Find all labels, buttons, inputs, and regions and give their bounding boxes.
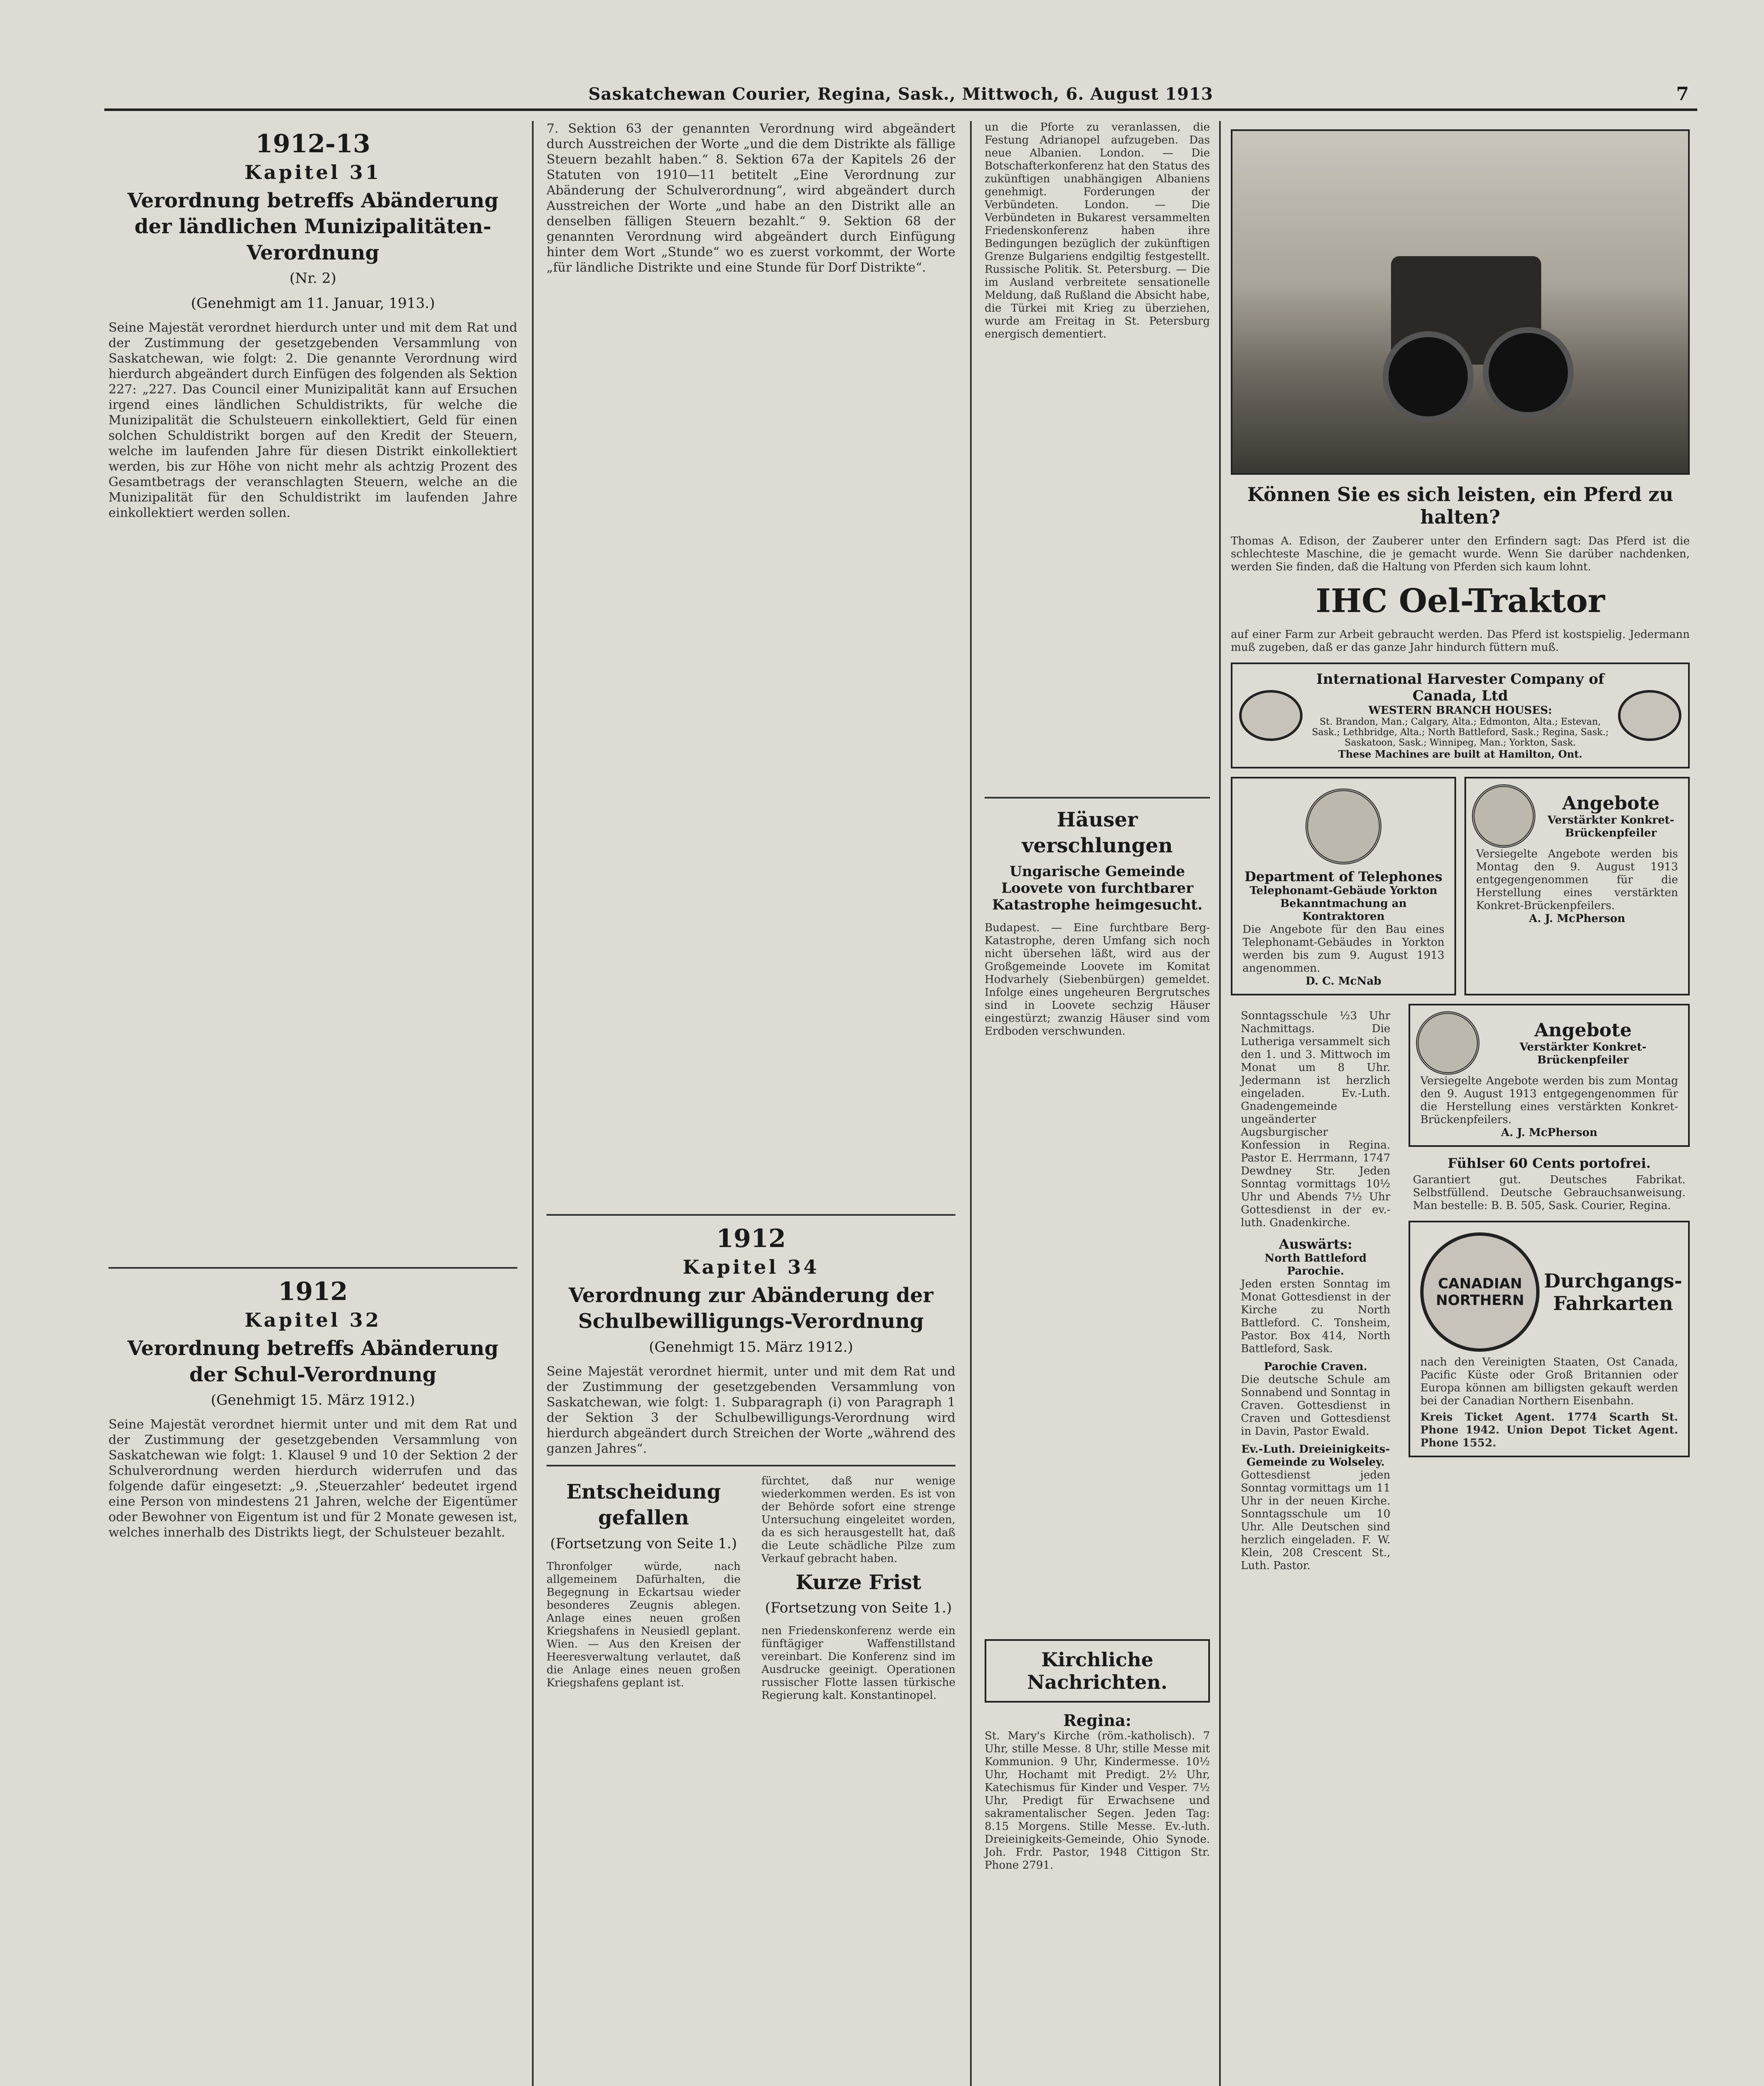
article-date: (Genehmigt 15. März 1912.)	[649, 1338, 853, 1355]
news-body: nen Friedenskonferenz werde ein fünftägiger Waffenstillstand vereinbart. Die Konferenz sind im Ausdrucke geeinigt. Operationen russischer Flotte lassen türkische Regierung kalt. Konstantinopel.	[761, 1625, 955, 1702]
notice-signature: D. C. McNab	[1305, 975, 1381, 988]
news-body: fürchtet, daß nur wenige wiederkommen werden. Es ist von der Behörde sofort eine strenge Untersuchung eingeleitet worden, da es sich herausgestellt hat, daß die Leute schädliche Pilze zum Verkauf gebracht haben.	[761, 1474, 955, 1565]
article-year: 1912	[716, 1224, 786, 1253]
pen-ad-title: Fühlser 60 Cents portofrei.	[1447, 1155, 1651, 1171]
article-year: 1912	[278, 1277, 348, 1307]
news-body: Budapest. — Eine furchtbare Berg-Katastrophe, deren Umfang sich noch nicht übersehen läßt, wird aus der Großgemeinde Loovete im Komitat Hodvarhely (Siebenbürgen) gemeldet. Infolge eines ungeheuren Bergrutsches sind in Loovete sechzig Häuser eingestürzt; zwanzig Häuser sind vom Erdboden verschwunden.	[985, 921, 1210, 1038]
company-row	[1239, 671, 1681, 760]
church-listing: Jeden ersten Sonntag im Monat Gottesdienst in der Kirche zu North Battleford. C. Tonsheim, Pastor. Box 414, North Battleford, Sask.	[1241, 1278, 1391, 1355]
article-title: Verordnung betreffs Abänderung der Schul-Verordnung	[127, 1337, 499, 1386]
divider	[547, 1465, 955, 1466]
notice-subtitle: Verstärkter Konkret-Brückenpfeiler	[1547, 814, 1674, 839]
church-city: Regina:	[1063, 1711, 1131, 1730]
column-2	[542, 121, 960, 2086]
right-ads-column	[1409, 1004, 1690, 1578]
article-title: Verordnung zur Abänderung der Schulbewilligungs-Verordnung	[568, 1284, 934, 1333]
article-number: (Nr. 2)	[289, 270, 337, 287]
news-subtitle: Ungarische Gemeinde Loovete von furchtbarer Katastrophe heimgesucht.	[992, 863, 1203, 913]
ad-text: Thomas A. Edison, der Zauberer unter den Erfindern sagt: Das Pferd ist die schlechteste Maschine, die je gemacht wurde. Wenn Sie darüber nachdenken, werden Sie finden, daß die Haltung von Pferden sich kaum lohnt.	[1231, 535, 1690, 573]
notice-heading	[1484, 1020, 1682, 1067]
ih-logo-icon	[1618, 690, 1681, 741]
news-continuation: (Fortsetzung von Seite 1.)	[765, 1600, 952, 1617]
article-date: (Genehmigt am 11. Januar, 1913.)	[191, 295, 435, 312]
notice-subtitle: Telephonamt-Gebäude Yorkton Bekanntmachung an Kontraktoren	[1250, 884, 1437, 923]
article-date: (Genehmigt 15. März 1912.)	[211, 1391, 415, 1408]
notice-signature: A. J. McPherson	[1501, 1126, 1598, 1139]
news-columns	[542, 1475, 960, 1702]
company-info	[1311, 671, 1610, 760]
column-3	[980, 121, 1214, 2086]
notice-title: Angebote	[1562, 792, 1660, 814]
news-title: Entscheidung gefallen	[566, 1480, 721, 1530]
page-header	[104, 79, 1697, 111]
article-chapter: Kapitel 34	[683, 1256, 819, 1278]
company-box	[1231, 663, 1690, 768]
notice-row	[1231, 777, 1690, 995]
bridge-notice	[1464, 777, 1690, 995]
branch-heading: WESTERN BRANCH HOUSES:	[1368, 704, 1552, 717]
article-body: Seine Majestät verordnet hiermit, unter und mit dem Rat und der Zustimmung der gesetzgebenden Versammlung von Saskatchewan, wie folgt: 1. Subparagraph (i) von Paragraph 1 der Sektion 3 der Schulbewilligungs-Verordnung wird hierdurch abgeändert durch Streichen der Worte „während des ganzen Jahres“.	[547, 1364, 955, 1456]
notice-header	[1472, 784, 1682, 848]
article-chapter: Kapitel 32	[244, 1309, 381, 1332]
news-title: Kurze Frist	[795, 1570, 922, 1594]
notice-subtitle: Verstärkter Konkret-Brückenpfeiler	[1520, 1040, 1647, 1066]
notice-signature: A. J. McPherson	[1529, 912, 1625, 925]
masthead-line: Saskatchewan Courier, Regina, Sask., Mittwoch, 6. August 1913	[588, 84, 1213, 104]
column-rule	[532, 121, 534, 2086]
news-continuation: (Fortsetzung von Seite 1.)	[550, 1535, 737, 1552]
ad-headline: Können Sie es sich leisten, ein Pferd zu halten?	[1247, 483, 1673, 528]
ih-logo-icon	[1239, 690, 1303, 741]
church-subheading: Parochie Craven.	[1264, 1360, 1368, 1373]
bridge-notice	[1409, 1004, 1690, 1147]
church-listing: Die deutsche Schule am Sonnabend und Sonntag in Craven. Gottesdienst in Craven und Gottesdienst in Davin, Pastor Ewald.	[1241, 1373, 1391, 1438]
church-subheading: North Battleford Parochie.	[1264, 1252, 1367, 1277]
news-title: Häuser verschlungen	[1022, 808, 1173, 858]
province-seal-icon	[1416, 1011, 1479, 1075]
notice-body: Versiegelte Angebote werden bis Montag den 9. August 1913 entgegengenommen für die Herstellung eines verstärkten Konkret-Brückenpfeilers.	[1476, 848, 1678, 912]
notice-heading	[1540, 793, 1682, 840]
divider	[985, 797, 1210, 799]
church-listing-column	[1231, 1004, 1400, 1578]
news-column	[542, 1475, 745, 1702]
column-rule	[970, 121, 972, 2086]
railway-ad-agents: Kreis Ticket Agent. 1774 Scarth St. Phone 1942. Union Depot Ticket Agent. Phone 1552.	[1420, 1411, 1678, 1449]
tractor-illustration	[1231, 129, 1690, 475]
church-listing: Sonntagsschule ½3 Uhr Nachmittags. Die Lutheriga versammelt sich den 1. und 3. Mittwoch im Monat um 8 Uhr. Jedermann ist herzlich eingeladen. Ev.-Luth. Gnadengemeinde ungeänderter Augsburgischer Konfession in Regina. Pastor E. Herrmann, 1747 Dewdney Str. Jeden Sonntag vormittags 10½ Uhr und Abends 7½ Uhr Gottesdienst in der ev.-luth. Gnadenkirche.	[1241, 1010, 1391, 1229]
article-body: Seine Majestät verordnet hiermit unter und mit dem Rat und der Zustimmung der gesetzgebenden Versammlung von Saskatchewan wie folgt: 1. Klausel 9 und 10 der Sektion 2 der Schulverordnung werden hierdurch widerrufen und das folgende dafür eingesetzt: „9. ‚Steuerzahler‘ bedeutet irgend eine Person von mindestens 21 Jahren, welche der Eigentümer oder Bewohner von Eigentum ist und für 2 Monate gewesen ist, welches innerhalb des Distrikts liegt, der Schulsteuer bezahlt.	[108, 1417, 517, 1540]
notice-header	[1416, 1011, 1682, 1075]
article-year: 1912-13	[255, 129, 370, 159]
canadian-northern-logo-icon	[1420, 1232, 1540, 1352]
article-body: 7. Sektion 63 der genannten Verordnung wird abgeändert durch Ausstreichen der Worte „und die dem Distrikte als fällige Steuern bezahlt haben.“ 8. Sektion 67a der Kapitels 26 der Statuten von 1910—11 betitelt „Eine Verordnung zur Abänderung der Schulverordnung“, wird abgeändert durch Ausstreichen der Worte „und habe an den Distrikt alle an denselben fälligen Steuern bezahlt.“ 9. Sektion 68 der genannten Verordnung wird abgeändert durch Einfügung hinter dem Wort „Stunde“ wo es zuerst vorkommt, der Worte „für ländliche Distrikte und eine Stunde für Dorf Distrikte“.	[547, 121, 955, 275]
notice-body: Versiegelte Angebote werden bis zum Montag den 9. August 1913 entgegengenommen für die Herstellung eines verstärkten Konkret-Brückenpfeilers.	[1420, 1075, 1678, 1126]
page-number: 7	[1676, 83, 1689, 105]
tractor-wheel	[1383, 331, 1474, 422]
church-and-notice-row	[1231, 1004, 1690, 1578]
railway-ad-header	[1416, 1228, 1682, 1356]
church-news-heading: Kirchliche Nachrichten.	[985, 1639, 1210, 1703]
church-heading: Auswärts:	[1279, 1236, 1353, 1252]
column-4	[1227, 121, 1694, 2086]
branch-cities: St. Brandon, Man.; Calgary, Alta.; Edmonton, Alta.; Estevan, Sask.; Lethbridge, Alta.; North Battleford, Sask.; Regina, Sask.; Saskatoon, Sask.; Winnipeg, Man.; Yorkton, Sask.	[1312, 717, 1609, 748]
railway-ad	[1409, 1221, 1690, 1457]
tractor-wheel	[1483, 327, 1574, 418]
church-listing: St. Mary's Kirche (röm.-katholisch). 7 Uhr, stille Messe. 8 Uhr, stille Messe mit Kommunion. 9 Uhr, Kindermesse. 10½ Uhr, Hochamt mit Predigt. 2½ Uhr, Katechismus für Kinder und Vesper. 7½ Uhr, Predigt für Erwachsene und sakramentalischer Segen. Jeden Tag: 8.15 Morgens. Stille Messe. Ev.-luth. Dreieinigkeits-Gemeinde, Ohio Synode. Joh. Frdr. Pastor, 1948 Cittigon Str. Phone 2791.	[985, 1729, 1210, 1872]
railway-ad-title: Durchgangs-Fahrkarten	[1544, 1270, 1682, 1315]
divider	[108, 1267, 517, 1269]
notice-title: Department of Telephones	[1244, 869, 1443, 884]
ad-brand: IHC Oel-Traktor	[1315, 582, 1605, 620]
notice-body: Die Angebote für den Bau eines Telephonamt-Gebäudes in Yorkton werden bis zum 9. August 1913 angenommen.	[1242, 923, 1444, 975]
church-subheading: Ev.-Luth. Dreieinigkeits-Gemeinde zu Wolseley.	[1241, 1443, 1390, 1469]
news-column	[757, 1475, 960, 1702]
article-body: Seine Majestät verordnet hierdurch unter und mit dem Rat und der Zustimmung der gesetzgebenden Versammlung von Saskatchewan, wie folgt: 2. Die genannte Verordnung wird hierdurch abgeändert durch Einfügen des folgenden als Sektion 227: „227. Das Council einer Munizipalität kann auf Ersuchen irgend eines ländlichen Schuldistrikts, für welche die Munizipalität die Schulsteuern einkollektiert, Geld für einen solchen Schuldistrikt borgen auf den Kredit der Steuern, welche im laufenden Jahre für diesen Distrikt einkollektiert werden, bis zur Höhe von nicht mehr als achtzig Prozent des Gesamtbetrags der veranschlagten Steuern, welche an die Munizipalität für den Schuldistrikt im laufenden Jahre einkollektiert werden sollen.	[108, 320, 517, 521]
company-name: International Harvester Company of Canada, Ltd	[1316, 671, 1605, 704]
telephone-notice	[1231, 777, 1456, 995]
divider	[547, 1214, 955, 1216]
notice-title: Angebote	[1534, 1019, 1632, 1041]
railway-logo-text: CANADIAN NORTHERN	[1436, 1275, 1525, 1309]
article-title: Verordnung betreffs Abänderung der ländlichen Munizipalitäten-Verordnung	[127, 189, 499, 265]
article-chapter: Kapitel 31	[244, 161, 381, 184]
news-body: Thronfolger würde, nach allgemeinem Dafürhalten, die Begegnung in Eckartsau wieder besonderes Zeugnis ablegen. Anlage eines neuen großen Kriegshafens in Neusiedl geplant. Wien. — Aus den Kreisen der Heeresverwaltung verlautet, daß die Anlage eines neuen großen Kriegshafens geplant ist.	[547, 1560, 741, 1689]
news-body: un die Pforte zu veranlassen, die Festung Adrianopel aufzugeben. Das neue Albanien. London. — Die Botschafterkonferenz hat den Status des zukünftigen unabhängigen Albaniens genehmigt. Forderungen der Verbündeten. London. — Die Verbündeten in Bukarest versammelten Friedenskonferenz haben ihre Bedingungen bezüglich der zukünftigen Grenze Bulgariens endgiltig festgestellt. Russische Politik. St. Petersburg. — Die im Ausland verbreitete sensationelle Meldung, daß Rußland die Absicht habe, die Türkei mit Krieg zu überziehen, wurde am Freitag in St. Petersburg energisch dementiert.	[985, 121, 1210, 340]
province-seal-icon	[1305, 789, 1381, 864]
ad-text: auf einer Farm zur Arbeit gebraucht werden. Das Pferd ist kostspielig. Jedermann muß zugeben, daß er das ganze Jahr hindurch füttern muß.	[1231, 628, 1690, 654]
church-listing: Gottesdienst jeden Sonntag vormittags um 11 Uhr in der neuen Kirche. Sonntagsschule um 10 Uhr. Alle Deutschen sind herzlich eingeladen. F. W. Klein, 208 Crescent St., Luth. Pastor.	[1241, 1469, 1391, 1572]
railway-ad-body: nach den Vereinigten Staaten, Ost Canada, Pacific Küste oder Groß Britannien oder Europa können am billigsten gekauft werden bei der Canadian Northern Eisenbahn.	[1420, 1356, 1678, 1407]
pen-ad-body: Garantiert gut. Deutsches Fabrikat. Selbstfüllend. Deutsche Gebrauchsanweisung. Man bestelle: B. B. 505, Sask. Courier, Regina.	[1413, 1174, 1686, 1212]
factory-note: These Machines are built at Hamilton, Ont.	[1338, 748, 1583, 760]
column-rule	[1219, 121, 1221, 2086]
province-seal-icon	[1472, 784, 1535, 848]
column-1	[104, 121, 522, 2086]
